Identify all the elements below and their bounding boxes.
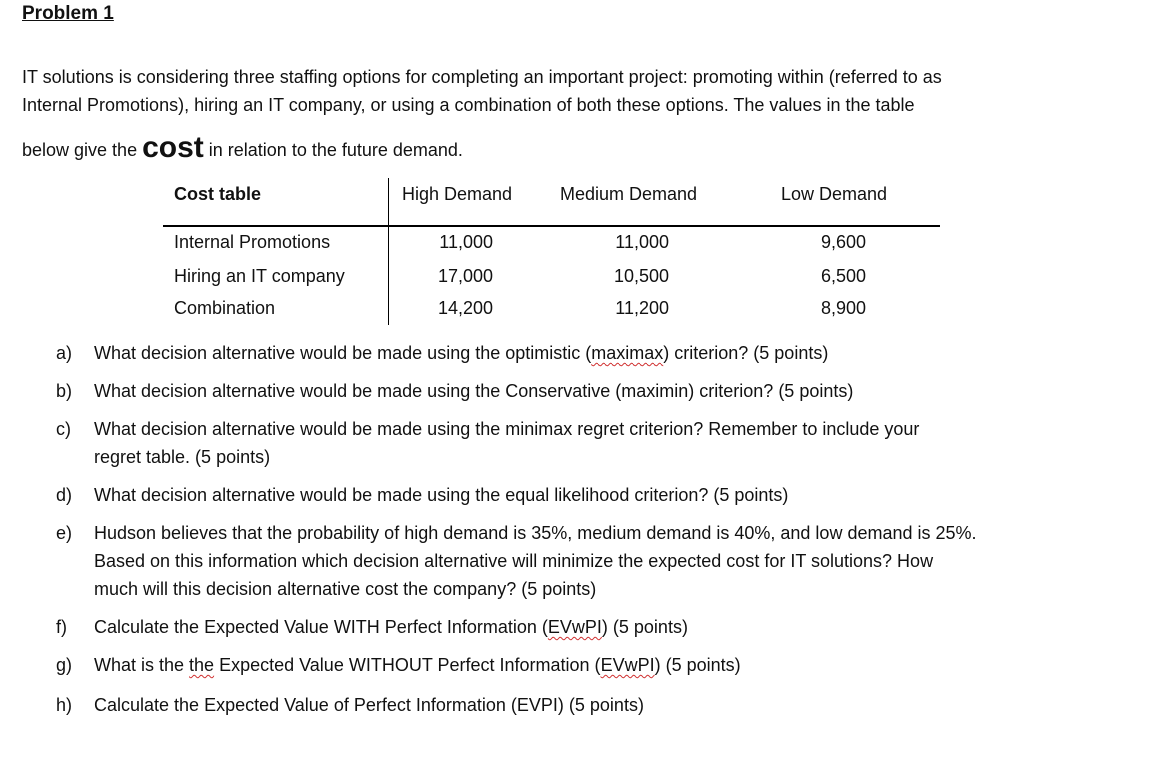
- question-label: g): [56, 655, 73, 675]
- question-text: What decision alternative would be made using the minimax regret criterion? Remember to include your regret table. (5 points): [94, 419, 920, 467]
- question-label: b): [56, 381, 73, 401]
- spellcheck-word: EVwPI: [547, 617, 602, 637]
- cell-combination-high: 14,200: [437, 298, 493, 318]
- column-header-medium: Medium Demand: [560, 184, 698, 204]
- row-label-combination: Combination: [174, 298, 276, 318]
- intro-line-3-prefix: below give the: [22, 140, 143, 160]
- question-text: Calculate the Expected Value of Perfect Information (EVPI) (5 points): [94, 695, 644, 715]
- column-header-high: High Demand: [402, 184, 513, 204]
- cell-combination-low: 8,900: [820, 298, 866, 318]
- question-label: d): [56, 485, 73, 505]
- question-label: c): [56, 419, 71, 439]
- cell-internal-low: 9,600: [820, 232, 866, 252]
- spellcheck-word: maximax: [591, 343, 664, 363]
- question-label: h): [56, 695, 73, 715]
- intro-line-2: Internal Promotions), hiring an IT company, or using a combination of both these options. The values in the table: [22, 95, 915, 115]
- question-text: What decision alternative would be made using the Conservative (maximin) criterion? (5 points): [94, 381, 854, 401]
- cell-hiring-high: 17,000: [437, 266, 493, 286]
- question-label: f): [56, 617, 67, 637]
- question-label: e): [56, 523, 73, 543]
- cell-internal-medium: 11,000: [615, 232, 669, 252]
- question-text: What decision alternative would be made using the optimistic (maximax) criterion? (5 points): [94, 343, 829, 363]
- row-label-hiring: Hiring an IT company: [174, 266, 345, 286]
- cost-emphasis: cost: [142, 131, 204, 164]
- question-text: What is the the Expected Value WITHOUT Perfect Information (EVwPI) (5 points): [94, 655, 741, 675]
- row-label-internal: Internal Promotions: [174, 232, 331, 252]
- question-text: Hudson believes that the probability of high demand is 35%, medium demand is 40%, and low demand is 25%. Based on this information which decision alternative will minimize the expected cost for IT solutions? How much will this decision alternative cost the company? (5 points): [94, 523, 977, 599]
- intro-line-3: [22, 131, 1132, 164]
- question-text: Calculate the Expected Value WITH Perfect Information (EVwPI) (5 points): [94, 617, 688, 637]
- question-label: a): [56, 343, 73, 363]
- table-header-rule: [163, 225, 940, 227]
- spellcheck-word: the: [189, 655, 215, 675]
- intro-line-3-suffix: in relation to the future demand.: [203, 140, 463, 160]
- cell-hiring-medium: 10,500: [613, 266, 669, 286]
- spellcheck-word: EVwPI: [600, 655, 655, 675]
- question-text: What decision alternative would be made using the equal likelihood criterion? (5 points): [94, 485, 789, 505]
- cell-combination-medium: 11,200: [615, 298, 669, 318]
- column-header-low: Low Demand: [781, 184, 888, 204]
- cell-internal-high: 11,000: [439, 232, 493, 252]
- table-corner-label: Cost table: [174, 184, 262, 204]
- intro-line-1: IT solutions is considering three staffing options for completing an important project: promoting within (referred to as: [22, 67, 942, 87]
- problem-title: Problem 1: [22, 3, 114, 24]
- cell-hiring-low: 6,500: [820, 266, 866, 286]
